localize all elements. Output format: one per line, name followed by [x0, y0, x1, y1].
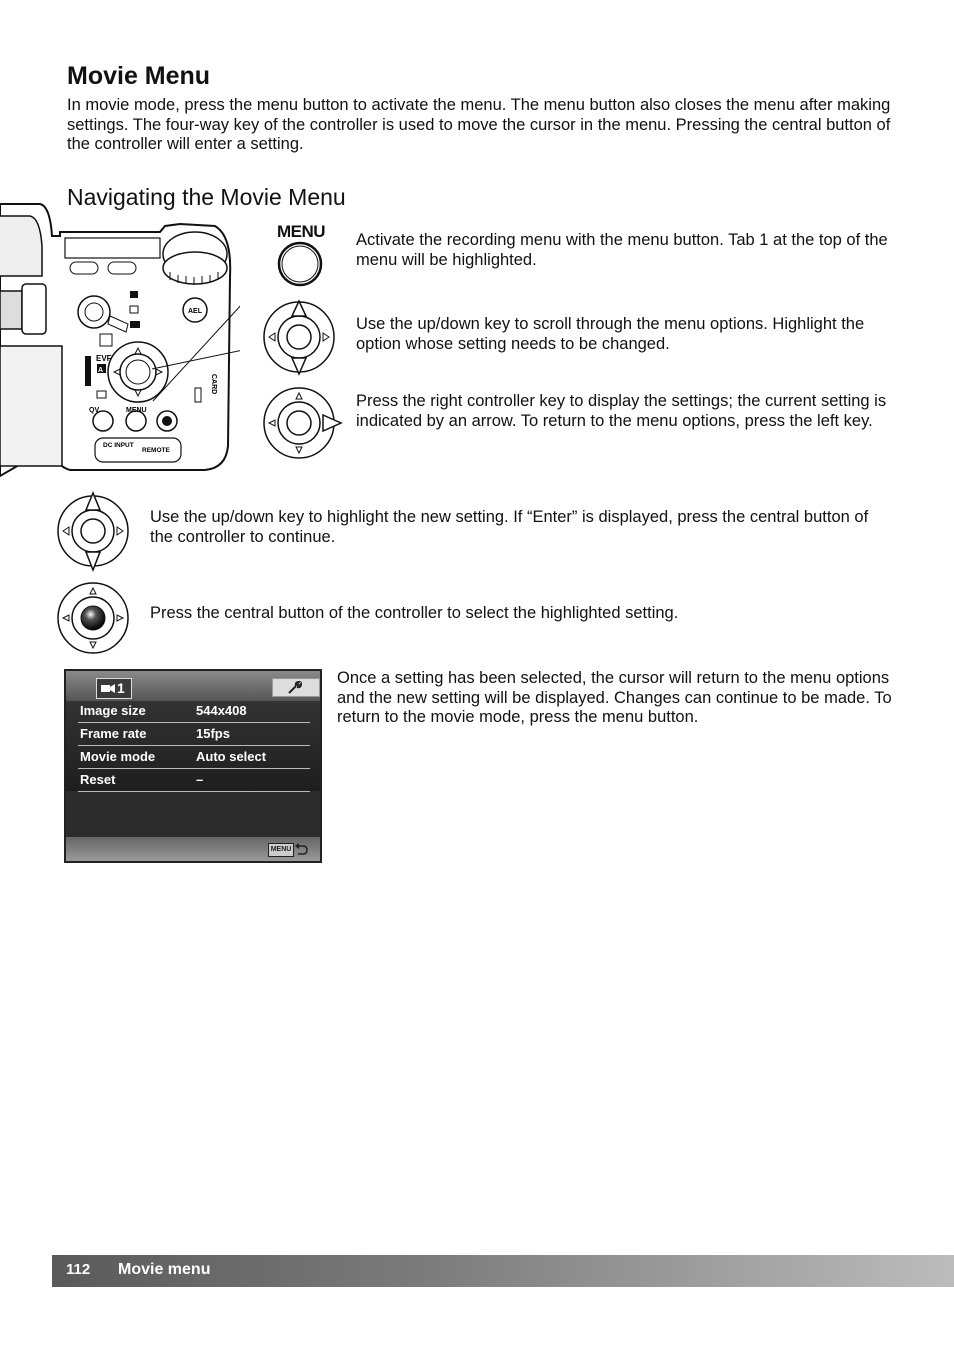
lcd-movie-menu: [64, 669, 322, 863]
footer-section-title: Movie menu: [118, 1261, 211, 1278]
page-footer: [52, 1255, 954, 1287]
lcd-row-movie-mode: Movie mode Auto select: [78, 746, 310, 769]
lcd-row-reset: Reset –: [78, 769, 310, 792]
menu-button-label: MENU: [277, 222, 326, 241]
step-6-text: Once a setting has been selected, the cursor will return to the menu options and the new setting will be displayed. Changes can continue to be made. To return to the movie mode, press the menu button.: [337, 669, 892, 726]
auto-label: A: [98, 367, 104, 374]
lcd-tab-setup: [272, 678, 320, 697]
remote-label: REMOTE: [142, 447, 170, 454]
step-5-text: Press the central button of the controller to select the highlighted setting.: [150, 604, 679, 622]
wrench-icon: [287, 681, 303, 695]
dc-input-label: DC INPUT: [103, 442, 134, 449]
section-subtitle: Navigating the Movie Menu: [67, 184, 346, 210]
controller-right-icon: [261, 385, 345, 461]
menu-button-icon: [276, 240, 324, 288]
ael-label: AEL: [188, 308, 202, 315]
qv-label: QV: [89, 407, 100, 414]
movie-camera-icon: [100, 682, 116, 696]
evf-label: EVF: [96, 354, 112, 363]
lcd-row-frame-rate: Frame rate 15fps: [78, 723, 310, 746]
intro-paragraph: In movie mode, press the menu button to activate the menu. The menu button also closes the menu after making settings. The four-way key of the controller is used to move the cursor in the menu. Pressing the central button of the controller will enter a setting.: [67, 96, 891, 153]
step-3-text: Press the right controller key to display the settings; the current setting is indicated by an arrow. To return to the menu options, press the left key.: [356, 392, 887, 430]
lcd-tab-movie: 1: [96, 678, 132, 699]
step-4-text: Use the up/down key to highlight the new setting. If “Enter” is displayed, press the central button of the controller to continue.: [150, 508, 869, 546]
page-number: 112: [66, 1261, 91, 1278]
page-title: Movie Menu: [67, 62, 211, 90]
lcd-menu-button: MENU: [268, 843, 294, 857]
step-1-text: Activate the recording menu with the menu button. Tab 1 at the top of the menu will be highlighted.: [356, 231, 888, 269]
controller-center-icon: [55, 580, 131, 656]
controller-up-down-icon-2: [55, 490, 131, 572]
step-2-text: Use the up/down key to scroll through the menu options. Highlight the option whose setting needs to be changed.: [356, 315, 865, 353]
return-arrow-icon: [294, 843, 308, 856]
controller-up-down-icon: [261, 298, 337, 378]
card-label: CARD: [210, 374, 217, 395]
lcd-row-image-size: Image size 544x408: [78, 700, 310, 723]
menu-camera-label: MENU: [126, 407, 147, 414]
camera-back-illustration: [0, 196, 240, 481]
